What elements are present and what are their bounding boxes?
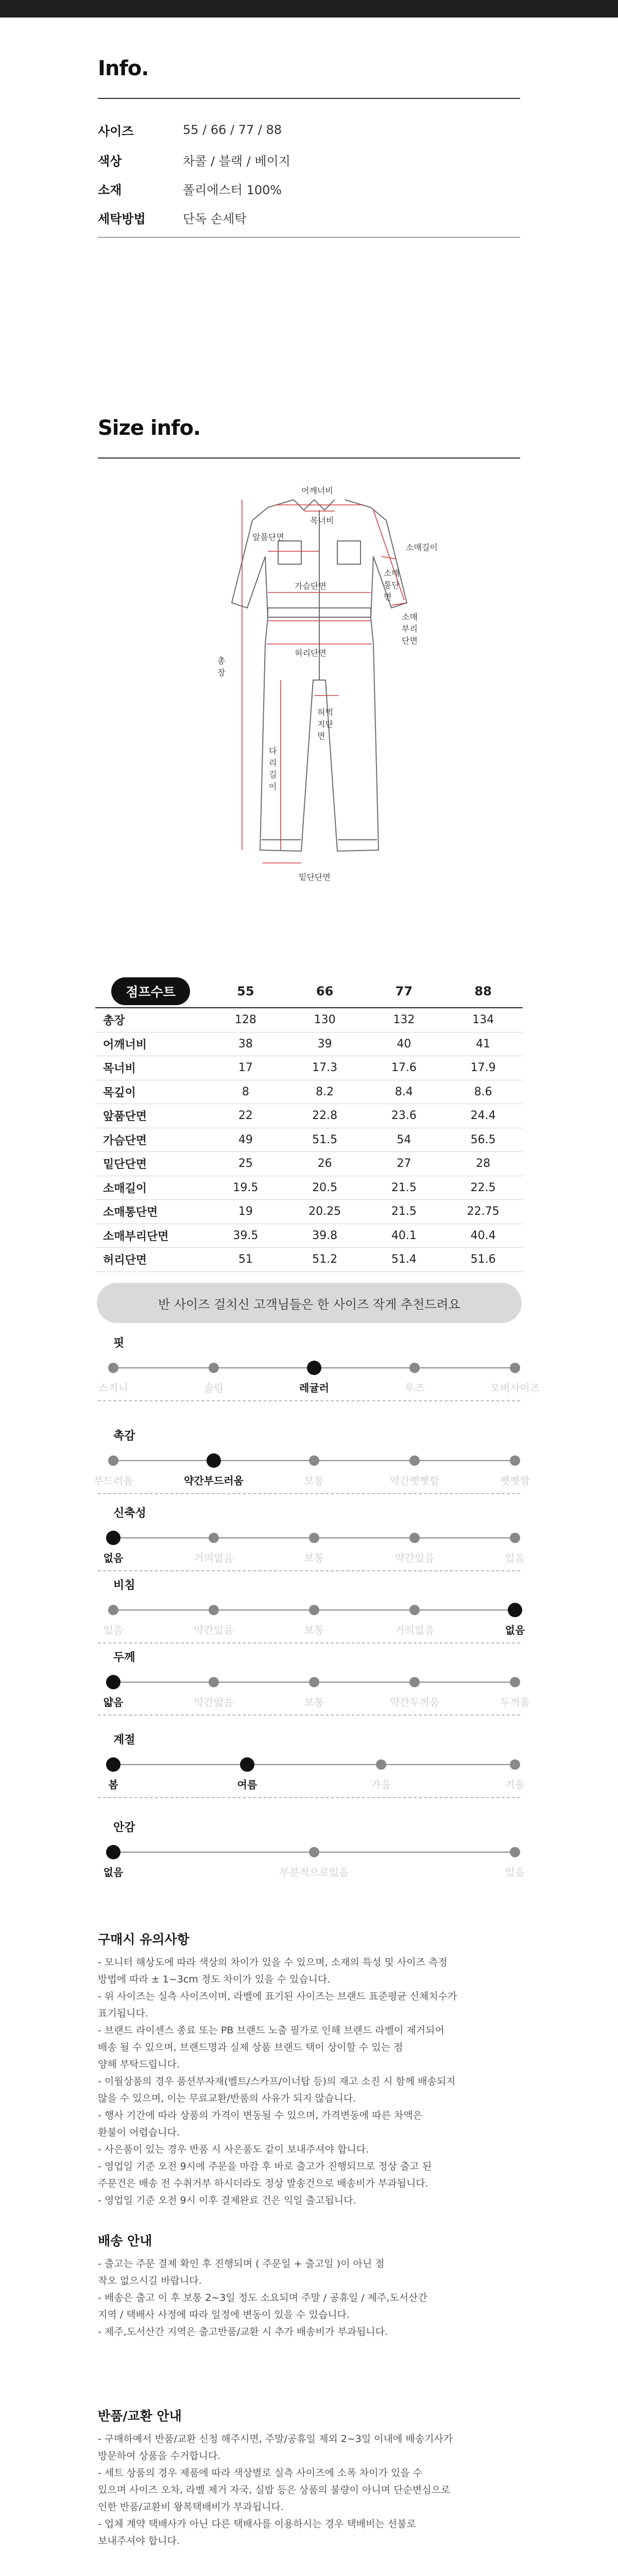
fit-option-label: 뻣뻣함 (500, 1475, 530, 1487)
fit-option-label: 겨울 (505, 1778, 525, 1791)
fit-title: 핏 (113, 1337, 125, 1350)
size-cell: 27 (397, 1157, 411, 1171)
size-row-label: 목깊이 (103, 1086, 136, 1099)
size-row-label: 소매통단면 (103, 1206, 158, 1219)
size-cell: 130 (314, 1013, 336, 1027)
fit-point (106, 1531, 121, 1545)
size-cell: 128 (234, 1013, 256, 1027)
notice-line: - 브랜드 라이센스 종료 또는 PB 브랜드 노출 필가로 인해 브랜드 라벨이 제거되어 (98, 2025, 444, 2036)
label-sleeve-cuff: 소매부리단면 (402, 612, 418, 646)
info-title: Info. (98, 57, 149, 80)
fit-option-label: 보통 (304, 1552, 324, 1564)
notice-section (98, 2231, 520, 2341)
size-table-row (95, 1080, 523, 1105)
fit-point (409, 1677, 420, 1687)
fit-separator (98, 1642, 520, 1643)
fit-option-label: 약간얇음 (194, 1696, 234, 1708)
size-table-row (95, 1248, 523, 1272)
size-col-77: 77 (395, 984, 413, 998)
fit-point (309, 1455, 319, 1466)
info-row (98, 176, 520, 201)
size-table-row (95, 1224, 523, 1248)
size-cell: 24.4 (470, 1109, 496, 1123)
fit-option-label: 보통 (304, 1624, 324, 1636)
size-row-label: 밑단단면 (103, 1158, 147, 1172)
notice-title: 반품/교환 안내 (98, 2409, 182, 2424)
fit-title: 안감 (113, 1821, 135, 1834)
size-cell: 40.4 (470, 1229, 496, 1242)
size-cell: 51.5 (312, 1133, 338, 1146)
notice-line: 착오 없으시길 바랍니다. (98, 2275, 202, 2286)
info-row (98, 205, 520, 230)
fit-option-label: 여름 (237, 1778, 258, 1791)
fit-option-label: 있음 (505, 1866, 525, 1878)
fit-point (510, 1363, 520, 1373)
notice-line: 표기됩니다. (98, 2008, 148, 2019)
label-sleeve-length: 소매길이 (406, 543, 438, 552)
notice-section (98, 2406, 520, 2550)
fit-option-label: 스키니 (98, 1382, 128, 1394)
notice-line: 주문건은 배송 전 수취거부 하시더라도 정상 발송건으로 배송비가 부과됩니다. (98, 2178, 428, 2189)
fit-option-label: 레귤러 (299, 1382, 329, 1394)
fit-point (309, 1847, 319, 1857)
notice-line: - 이월상품의 경우 품션부자재(벨트/스카프/이너탑 등)의 재고 소진 시 함께 배송되지 (98, 2076, 456, 2087)
fit-row (98, 1819, 525, 1891)
size-row-label: 총장 (103, 1014, 125, 1028)
fit-point (240, 1757, 254, 1772)
size-cell: 51 (238, 1253, 253, 1266)
label-leg-length: 다리길이 (269, 746, 277, 791)
fit-row (98, 1334, 540, 1406)
fit-separator (98, 1400, 520, 1401)
fit-point (510, 1533, 520, 1543)
size-row-label: 허리단면 (103, 1254, 147, 1267)
size-cell: 39 (317, 1037, 332, 1050)
fit-point (510, 1847, 520, 1857)
size-table-row (95, 1200, 523, 1224)
notice-line: - 영업일 기준 오전 9시 이후 결제완료 건은 익일 출고됩니다. (98, 2195, 356, 2206)
fit-option-label: 약간부드러움 (184, 1475, 244, 1487)
fit-point (409, 1533, 420, 1543)
size-cell: 8 (242, 1085, 249, 1098)
fit-option-label: 거의없음 (394, 1624, 435, 1636)
fit-point (309, 1677, 319, 1687)
size-table-row (95, 1176, 523, 1200)
size-cell: 21.5 (391, 1205, 417, 1218)
size-cell: 20.5 (312, 1181, 338, 1194)
notice-line: 않을 수 있으며, 이는 무료교환/반품의 사유가 되지 않습니다. (98, 2093, 356, 2104)
label-front-width: 앞품단면 (252, 532, 284, 542)
size-cell: 17.3 (312, 1061, 338, 1075)
size-table (95, 975, 523, 1272)
fit-point (409, 1455, 420, 1466)
fit-point (207, 1453, 221, 1468)
notice-title: 구매시 유의사항 (98, 1932, 190, 1947)
notice-line: - 세트 상품의 경우 제품에 따라 색상별로 실측 사이즈에 소폭 차이가 있을 수 (98, 2467, 422, 2479)
size-cell: 39.5 (233, 1229, 259, 1242)
notice-line: - 행사 기간에 따라 상품의 가격이 변동될 수 있으며, 가격변동에 따른 차액은 (98, 2110, 422, 2121)
fit-point (409, 1605, 420, 1615)
fit-point (108, 1605, 118, 1615)
size-cell: 28 (476, 1157, 491, 1171)
notice-line: - 구매하예서 반품/교환 신청 해주시면, 주말/공휴일 제외 2~3일 이내에 배송기사가 (98, 2433, 453, 2445)
info-bottom-divider (98, 237, 520, 238)
info-divider (98, 98, 520, 99)
fit-option-label: 없음 (505, 1624, 525, 1636)
notice-line: 보내주셔야 합니다. (98, 2535, 180, 2547)
size-cell: 51.4 (391, 1253, 417, 1266)
fit-separator (98, 1570, 520, 1571)
fit-title: 비침 (113, 1579, 135, 1592)
fit-title: 신축성 (113, 1507, 146, 1520)
info-row (98, 147, 520, 172)
fit-option-label: 가을 (371, 1778, 391, 1791)
size-cell: 8.2 (316, 1085, 334, 1098)
notice-line: - 출고는 주문 결제 확인 후 진행되며 ( 주문일 + 출고일 )이 아닌 점 (98, 2258, 385, 2269)
fit-row (98, 1649, 530, 1721)
fit-option-label: 있음 (505, 1552, 525, 1564)
size-row-label: 소매부리단면 (103, 1230, 169, 1243)
size-cell: 39.8 (312, 1229, 338, 1242)
size-table-row (95, 1056, 523, 1080)
size-table-corner: 점프수트 (111, 977, 190, 1005)
fit-option-label: 두꺼움 (500, 1696, 530, 1708)
info-row (98, 117, 520, 142)
size-cell: 19 (238, 1205, 253, 1218)
size-table-row (95, 1128, 523, 1153)
fit-point (409, 1363, 420, 1373)
fit-option-label: 부분적으로있음 (279, 1866, 349, 1878)
size-cell: 17.9 (470, 1061, 496, 1075)
size-cell: 21.5 (391, 1181, 417, 1194)
size-table-row (95, 1032, 523, 1057)
label-sleeve-arm: 소매통단면 (384, 568, 400, 602)
label-hem: 밑단단면 (299, 872, 331, 882)
size-cell: 54 (397, 1133, 411, 1146)
fit-option-label: 약간있음 (194, 1624, 234, 1636)
size-cell: 20.25 (308, 1205, 341, 1218)
size-cell: 40.1 (391, 1229, 417, 1242)
info-label: 소재 (98, 182, 122, 197)
notice-line: - 제주,도서산간 지역은 출고반품/교환 시 추가 배송비가 부과됩니다. (98, 2326, 388, 2337)
notice-line: 방문하여 상품을 수거합니다. (98, 2450, 221, 2462)
size-table-row (95, 1104, 523, 1128)
notice-line: 방법에 따라 ± 1~3cm 정도 차이가 있을 수 있습니다. (98, 1974, 331, 1985)
fit-option-label: 약간두꺼움 (389, 1696, 440, 1708)
fit-point (309, 1533, 319, 1543)
fit-row (98, 1577, 525, 1649)
size-col-55: 55 (237, 984, 254, 998)
label-thigh: 허벅지단면 (317, 707, 333, 741)
size-cell: 17 (238, 1061, 253, 1075)
size-row-label: 소매길이 (103, 1182, 147, 1195)
size-cell: 38 (238, 1037, 253, 1050)
size-cell: 40 (397, 1037, 411, 1050)
size-cell: 23.6 (391, 1109, 417, 1123)
info-label: 사이즈 (98, 124, 134, 139)
fit-option-label: 슬림 (203, 1382, 224, 1394)
notice-line: - 영업일 기준 오전 9시에 주문을 마감 후 바로 출고가 진행되므로 정상 출고 된 (98, 2161, 432, 2172)
size-cell: 25 (238, 1157, 253, 1171)
notice-line: 양해 부탁드립니다. (98, 2059, 180, 2070)
fit-point (510, 1759, 520, 1770)
size-table-body (95, 1008, 523, 1272)
size-row-label: 앞품단면 (103, 1110, 147, 1124)
top-bar (0, 0, 618, 18)
fit-option-label: 없음 (103, 1552, 124, 1564)
fit-scale-line (113, 1764, 515, 1765)
fit-option-label: 부드러움 (93, 1475, 133, 1487)
fit-point (106, 1675, 121, 1689)
size-cell: 51.2 (312, 1253, 338, 1266)
notice-line: - 배송은 출고 이 후 보통 2~3일 정도 소요되며 주말 / 공휴일 / 제주,도서산간 (98, 2292, 427, 2303)
info-label: 세탁방법 (98, 211, 146, 226)
fit-point (108, 1363, 118, 1373)
notice-line: - 업체 계약 택배사가 아닌 다른 택배사를 이용하시는 경우 택배비는 선불로 (98, 2518, 416, 2530)
fit-option-label: 봄 (108, 1778, 118, 1791)
label-shoulder: 어깨너비 (301, 486, 333, 496)
fit-option-label: 루즈 (404, 1382, 425, 1394)
size-cell: 17.6 (391, 1061, 417, 1075)
fit-title: 두께 (113, 1651, 135, 1664)
info-value: 차콜 / 블랙 / 베이지 (183, 154, 290, 168)
size-table-header (95, 975, 523, 1008)
notice-line: 배송 될 수 있으며, 브랜드명과 실제 상품 브랜드 택이 상이할 수 있는 점 (98, 2042, 403, 2053)
notice-title: 배송 안내 (98, 2233, 152, 2248)
fit-point (209, 1677, 219, 1687)
fit-option-label: 얇음 (103, 1696, 124, 1708)
label-waist: 허리단면 (295, 648, 327, 658)
size-recommend-banner: 반 사이즈 걸치신 고객님들은 한 사이즈 작게 추천드려요 (97, 1283, 522, 1323)
fit-separator (98, 1715, 520, 1716)
size-cell: 19.5 (233, 1181, 259, 1194)
size-info-divider (98, 457, 520, 459)
size-cell: 8.6 (474, 1085, 492, 1098)
fit-option-label: 있음 (103, 1624, 124, 1636)
fit-point (307, 1361, 321, 1375)
notice-line: - 사은품이 있는 경우 반품 시 사은품도 같이 보내주셔야 합니다. (98, 2144, 369, 2155)
size-cell: 132 (393, 1013, 415, 1027)
notice-section (98, 1929, 520, 2209)
size-row-label: 가슴단면 (103, 1134, 147, 1147)
info-label: 색상 (98, 154, 122, 168)
fit-point (106, 1757, 121, 1772)
size-cell: 22 (238, 1109, 253, 1123)
fit-option-label: 오버사이즈 (490, 1382, 540, 1394)
notice-line: 있으며 사이즈 오차, 라벨 제거 자국, 실밥 등은 상품의 불량이 아니며 단순변심으로 (98, 2484, 451, 2496)
notice-line: 환불이 어렵습니다. (98, 2127, 180, 2138)
notice-line: - 모니터 해상도에 따라 색상의 차이가 있을 수 있으며, 소재의 특성 및 사이즈 측정 (98, 1957, 448, 1968)
fit-option-label: 약간뻣뻣함 (389, 1475, 440, 1487)
fit-point (209, 1533, 219, 1543)
size-cell: 8.4 (394, 1085, 413, 1098)
fit-point (510, 1455, 520, 1466)
fit-option-label: 약간있음 (394, 1552, 435, 1564)
fit-point (209, 1605, 219, 1615)
size-row-label: 어깨너비 (103, 1038, 147, 1052)
fit-row (98, 1731, 525, 1803)
label-total-length: 총장 (217, 656, 226, 677)
notice-line: - 위 사이즈는 실측 사이즈이며, 라벨에 표기된 사이즈는 브랜드 표준평균 신체치수가 (98, 1991, 457, 2002)
size-cell: 22.8 (312, 1109, 338, 1123)
fit-point (309, 1605, 319, 1615)
size-cell: 134 (472, 1013, 494, 1027)
size-info-title: Size info. (98, 416, 201, 440)
fit-option-label: 없음 (103, 1866, 124, 1878)
fit-row (98, 1504, 525, 1577)
size-cell: 56.5 (470, 1133, 496, 1146)
size-cell: 51.6 (470, 1253, 496, 1266)
fit-option-label: 보통 (304, 1475, 324, 1487)
size-cell: 22.5 (470, 1181, 496, 1194)
notice-line: 지역 / 택배사 사정에 따라 일정에 변동이 있을 수 있습니다. (98, 2309, 350, 2320)
size-table-row (95, 1152, 523, 1176)
fit-title: 계절 (113, 1734, 135, 1747)
fit-point (209, 1363, 219, 1373)
fit-title: 촉감 (113, 1430, 135, 1443)
size-cell: 26 (317, 1157, 332, 1171)
info-value: 폴리에스터 100% (183, 182, 282, 197)
info-value: 55 / 66 / 77 / 88 (183, 123, 282, 137)
notice-line: 인한 반품/교환비 왕복택배비가 부과됩니다. (98, 2501, 284, 2513)
label-chest: 가슴단면 (295, 581, 327, 591)
fit-row (93, 1427, 530, 1499)
label-neck: 목너비 (310, 516, 334, 526)
fit-separator (98, 1797, 520, 1798)
size-cell: 41 (476, 1037, 491, 1050)
size-col-66: 66 (316, 984, 334, 998)
fit-point (108, 1455, 118, 1466)
fit-point (376, 1759, 386, 1770)
size-cell: 49 (238, 1133, 253, 1146)
fit-option-label: 보통 (304, 1696, 324, 1708)
fit-point (106, 1845, 121, 1859)
fit-separator (98, 1493, 520, 1494)
size-table-row (95, 1008, 523, 1032)
fit-point (508, 1603, 522, 1617)
size-col-88: 88 (474, 984, 492, 998)
info-value: 단독 손세탁 (183, 211, 247, 226)
size-cell: 22.75 (467, 1205, 500, 1218)
size-row-label: 목너비 (103, 1062, 136, 1076)
fit-option-label: 거의없음 (194, 1552, 234, 1564)
size-diagram (175, 479, 464, 953)
fit-point (510, 1677, 520, 1687)
